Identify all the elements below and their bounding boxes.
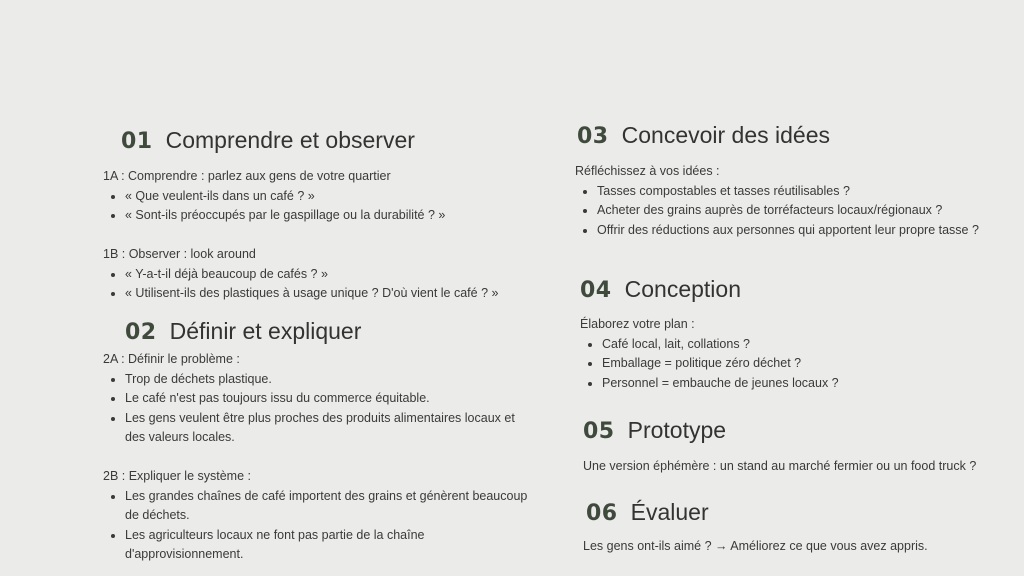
section-definir-expliquer <box>103 318 543 565</box>
section-evaluer <box>583 499 1006 556</box>
section-heading <box>580 276 1000 303</box>
section-number: 06 <box>586 501 618 526</box>
section-concevoir-idees <box>575 122 1015 240</box>
bullet-list <box>103 370 537 448</box>
section-heading <box>583 417 1003 444</box>
subsection-intro: 2A : Définir le problème : <box>103 352 240 366</box>
list-item: • Les agriculteurs locaux ne font pas partie de la chaîne d'approvisionnement. <box>125 526 537 565</box>
section-title: Concevoir des idées <box>621 122 831 148</box>
list-item: • Les gens veulent être plus proches des produits alimentaires locaux et des valeurs locales. <box>125 409 537 448</box>
list-item: • Emballage = politique zéro déchet ? <box>602 354 1000 374</box>
section-prototype <box>583 417 1003 476</box>
subsection-intro: Réfléchissez à vos idées : <box>575 164 720 178</box>
section-number: 02 <box>125 320 157 345</box>
section-number: 04 <box>580 278 612 303</box>
section-text: Une version éphémère : un stand au marché fermier ou un food truck ? <box>583 459 977 473</box>
list-item: • « Sont-ils préoccupés par le gaspillage ou la durabilité ? » <box>125 206 563 226</box>
bullet-list <box>103 487 537 565</box>
bullet-list <box>580 335 1000 394</box>
section-number: 05 <box>583 419 615 444</box>
list-item: • « Que veulent-ils dans un café ? » <box>125 187 563 207</box>
section-number: 01 <box>121 129 153 154</box>
subsection-intro: 1A : Comprendre : parlez aux gens de votre quartier <box>103 169 391 183</box>
section-heading <box>586 499 1006 526</box>
section-comprendre-observer <box>103 127 563 304</box>
section-title: Évaluer <box>630 499 709 525</box>
subsection-intro: Élaborez votre plan : <box>580 317 695 331</box>
list-item: • Acheter des grains auprès de torréfacteurs locaux/régionaux ? <box>597 201 1009 221</box>
section-title: Définir et expliquer <box>169 318 362 344</box>
section-heading <box>125 318 543 345</box>
section-title: Comprendre et observer <box>165 127 415 153</box>
list-item: • Le café n'est pas toujours issu du commerce équitable. <box>125 389 537 409</box>
subsection-intro: 1B : Observer : look around <box>103 247 256 261</box>
list-item: • « Utilisent-ils des plastiques à usage unique ? D'où vient le café ? » <box>125 284 563 304</box>
list-item: • « Y-a-t-il déjà beaucoup de cafés ? » <box>125 265 563 285</box>
list-item: • Trop de déchets plastique. <box>125 370 537 390</box>
bullet-list <box>103 265 563 304</box>
section-number: 03 <box>577 124 609 149</box>
list-item: • Café local, lait, collations ? <box>602 335 1000 355</box>
section-heading <box>121 127 563 154</box>
list-item: • Personnel = embauche de jeunes locaux ? <box>602 374 1000 394</box>
section-title: Prototype <box>627 417 727 443</box>
section-title: Conception <box>624 276 741 302</box>
bullet-list <box>575 182 1009 241</box>
list-item: • Les grandes chaînes de café importent des grains et génèrent beaucoup de déchets. <box>125 487 537 526</box>
section-conception <box>580 276 1000 393</box>
bullet-list <box>103 187 563 226</box>
list-item: • Offrir des réductions aux personnes qui apportent leur propre tasse ? <box>597 221 1009 241</box>
list-item: • Tasses compostables et tasses réutilisables ? <box>597 182 1009 202</box>
section-text: Les gens ont-ils aimé ? → Améliorez ce que vous avez appris. <box>583 539 928 553</box>
section-heading <box>577 122 1015 149</box>
subsection-intro: 2B : Expliquer le système : <box>103 469 251 483</box>
